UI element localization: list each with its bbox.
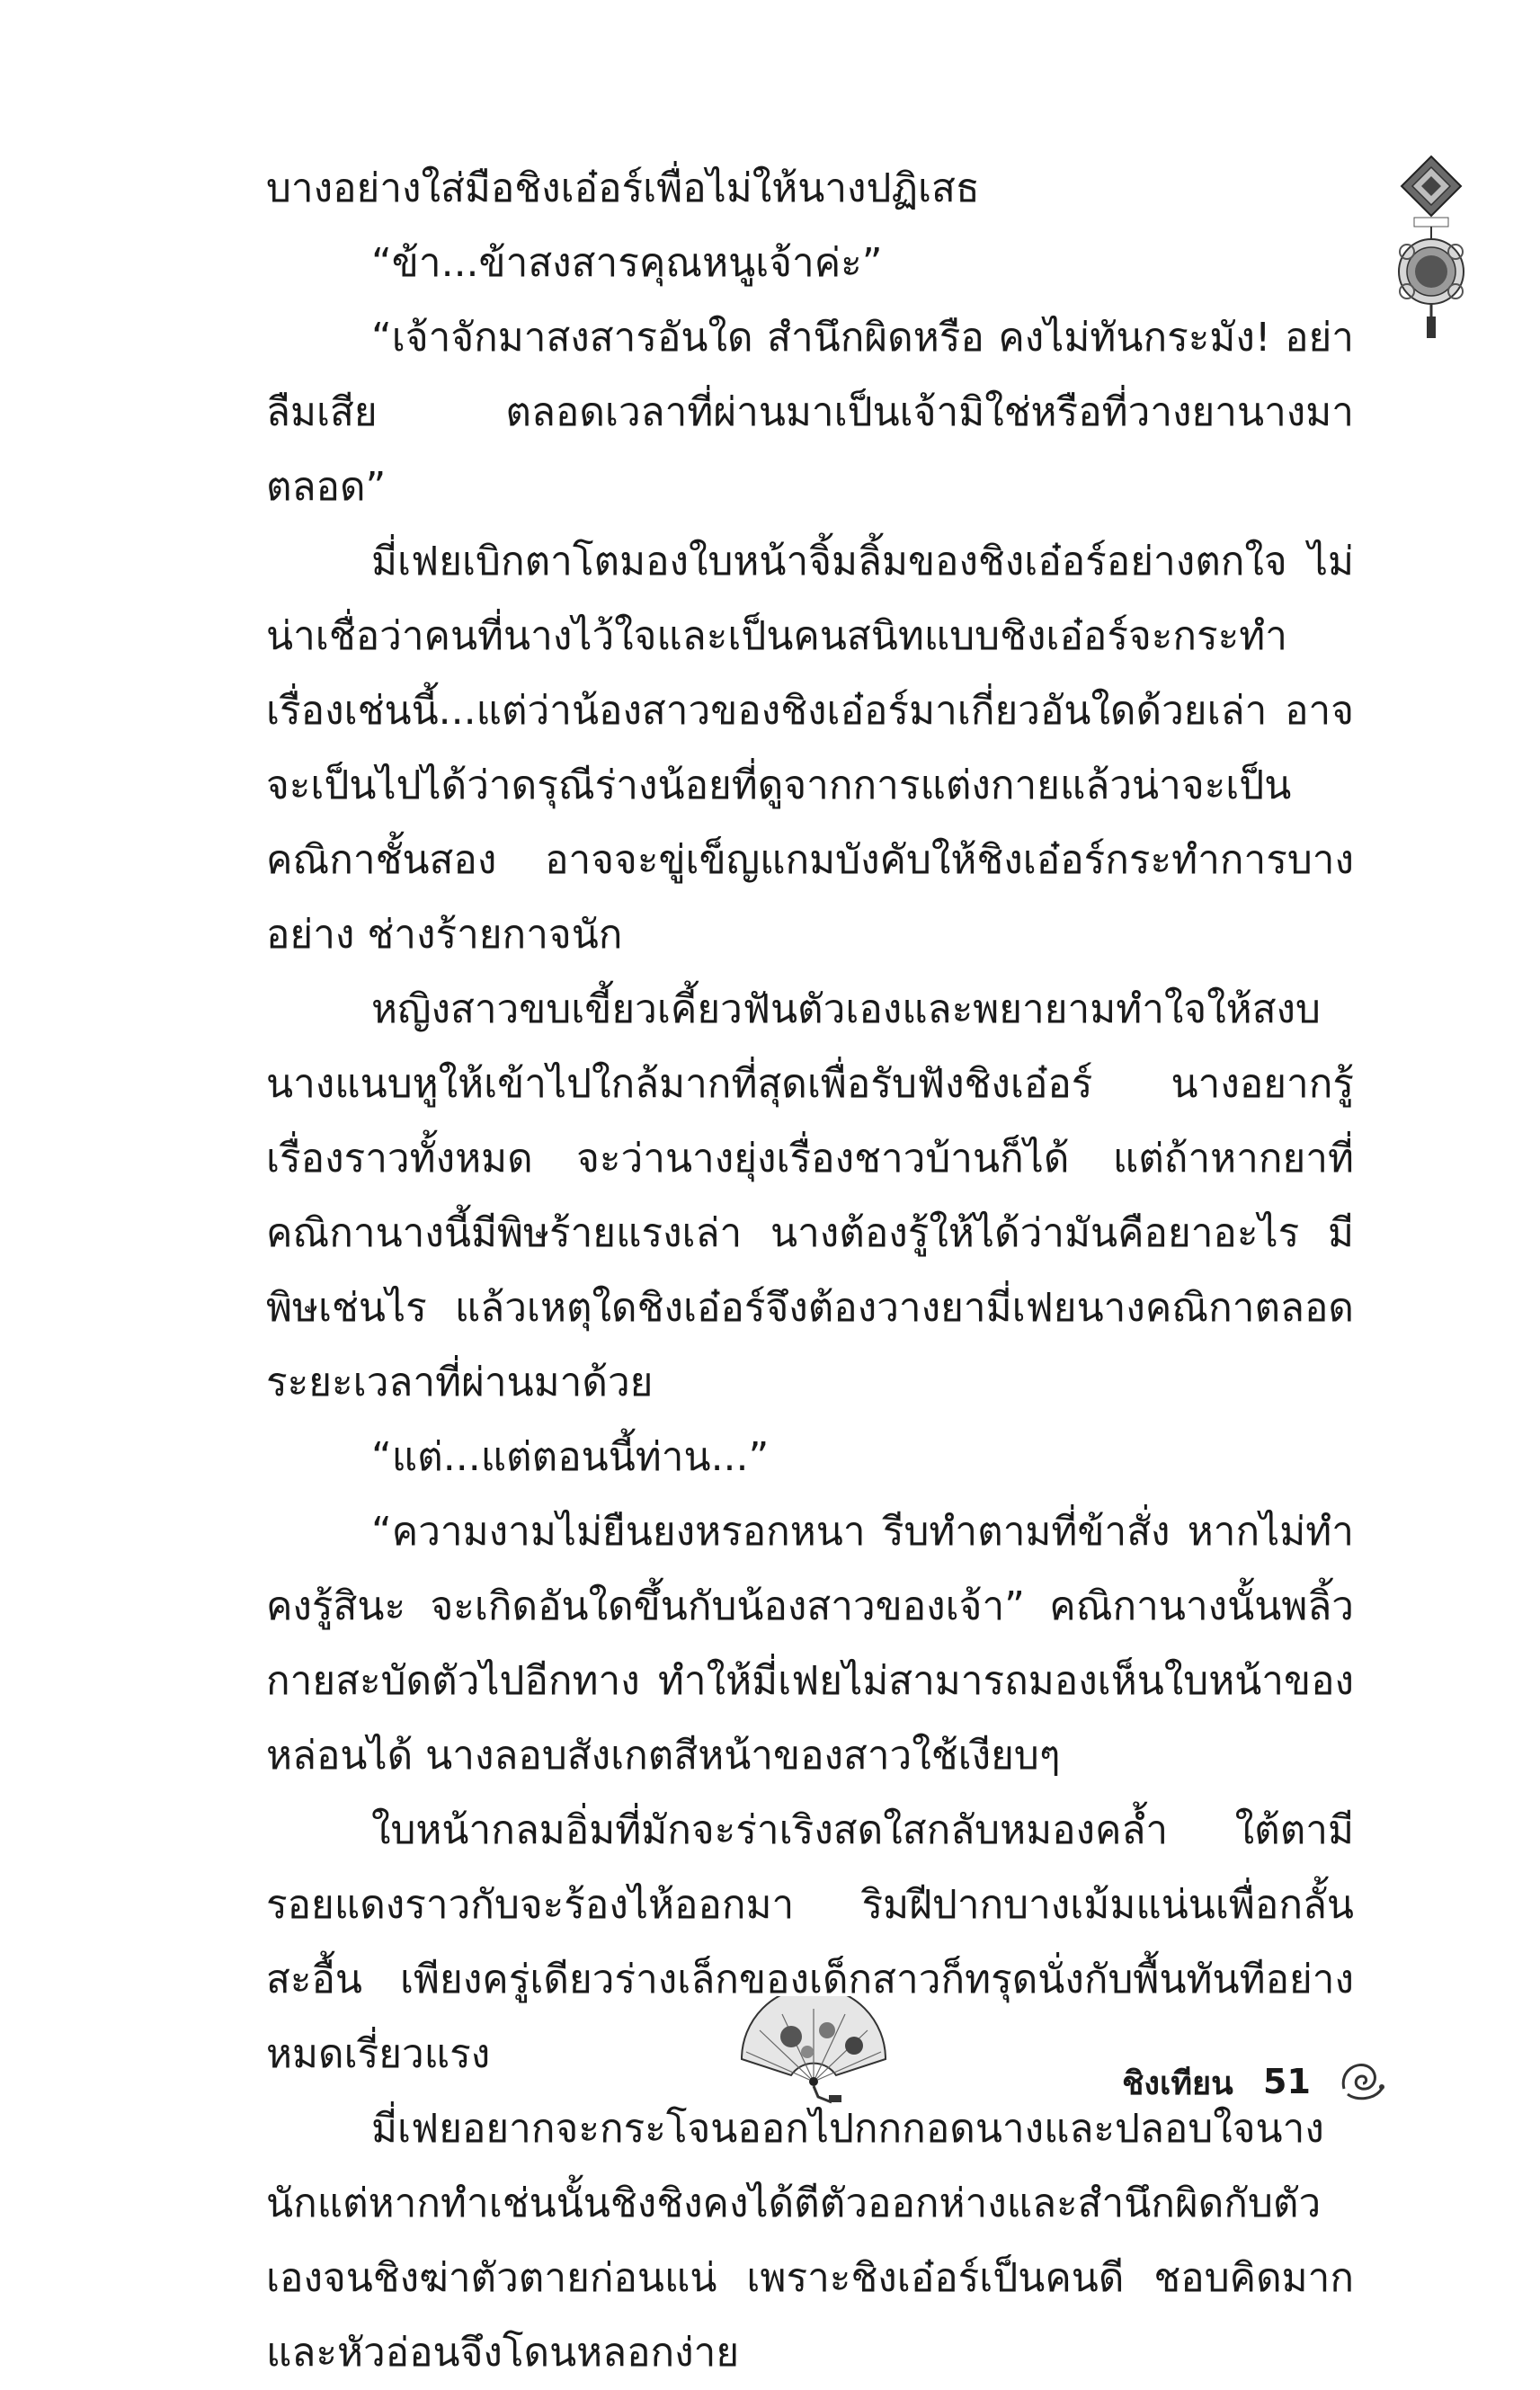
folding-fan-icon <box>728 1996 899 2104</box>
paragraph: “แต่...แต่ตอนนี้ท่าน...” <box>371 1434 770 1480</box>
paragraph: หญิงสาวขบเขี้ยวเคี้ยวฟันตัวเองและพยายามทำใจให้สงบ นางแนบหูให้เข้าไปใกล้มากที่สุดเพื่อรับฟังชิงเอ๋อร์ นางอยากรู้เรื่องราวทั้งหมด จะว่านางยุ่งเรื่องชาวบ้านก็ได้ แต่ถ้าหากยาที่คณิกานางนี้มีพิษร้ายแรงเล่า นางต้องรู้ให้ได้ว่ามันคือยาอะไร มีพิษเช่นไร แล้วเหตุใดชิงเอ๋อร์จึงต้องวางยามี่เฟยนางคณิกาตลอดระยะเวลาที่ผ่านมาด้วย <box>266 986 1354 1405</box>
book-title: ชิงเทียน <box>1122 2064 1233 2102</box>
chinese-knot-ornament-icon <box>1389 153 1474 342</box>
paragraph: มี่เฟยอยากจะกระโจนออกไปกกกอดนางและปลอบใจนางนักแต่หากทำเช่นนั้นชิงชิงคงได้ตีตัวออกห่างและสำนึกผิดกับตัวเองจนชิงฆ่าตัวตายก่อนแน่ เพราะชิงเอ๋อร์เป็นคนดี ชอบคิดมาก และหัวอ่อนจึงโดนหลอกง่าย <box>266 2106 1354 2376</box>
paragraph: มี่เฟยเบิกตาโตมองใบหน้าจิ้มลิ้มของชิงเอ๋อร์อย่างตกใจ ไม่น่าเชื่อว่าคนที่นางไว้ใจและเป็นคนสนิทแบบชิงเอ๋อร์จะกระทำเรื่องเช่นนี้...แต่ว่าน้องสาวของชิงเอ๋อร์มาเกี่ยวอันใดด้วยเล่า อาจจะเป็นไปได้ว่าดรุณีร่างน้อยที่ดูจากการแต่งกายแล้วน่าจะเป็นคณิกาชั้นสอง อาจจะขู่เข็ญแกมบังคับให้ชิงเอ๋อร์กระทำการบางอย่าง ช่างร้ายกาจนัก <box>266 539 1354 958</box>
paragraph: “เจ้าจักมาสงสารอันใด สำนึกผิดหรือ คงไม่ทันกระมัง! อย่าลืมเสีย ตลอดเวลาที่ผ่านมาเป็นเจ้ามิใช่หรือที่วางยานางมาตลอด” <box>266 315 1354 510</box>
paragraph: “ความงามไม่ยืนยงหรอกหนา รีบทำตามที่ข้าสั่ง หากไม่ทำคงรู้สินะ จะเกิดอันใดขึ้นกับน้องสาวของเจ้า” คณิกานางนั้นพลิ้วกายสะบัดตัวไปอีกทาง ทำให้มี่เฟยไม่สามารถมองเห็นใบหน้าของหล่อนได้ นางลอบสังเกตสีหน้าของสาวใช้เงียบๆ <box>266 1509 1354 1779</box>
swirl-flourish-icon <box>1335 2053 1389 2107</box>
paragraph: บางอย่างใส่มือชิงเอ๋อร์เพื่อไม่ให้นางปฏิเสธ <box>266 165 980 211</box>
page-number: 51 <box>1263 2062 1311 2101</box>
paragraph: “ข้า...ข้าสงสารคุณหนูเจ้าค่ะ” <box>371 240 883 286</box>
paragraph: ใบหน้ากลมอิ่มที่มักจะร่าเริงสดใสกลับหมองคล้ำ ใต้ตามีรอยแดงราวกับจะร้องไห้ออกมา ริมฝีปากบางเม้มแน่นเพื่อกลั้นสะอื้น เพียงครู่เดียวร่างเล็กของเด็กสาวก็ทรุดนั่งกับพื้นทันทีอย่างหมดเรี่ยวแรง <box>266 1807 1354 2077</box>
